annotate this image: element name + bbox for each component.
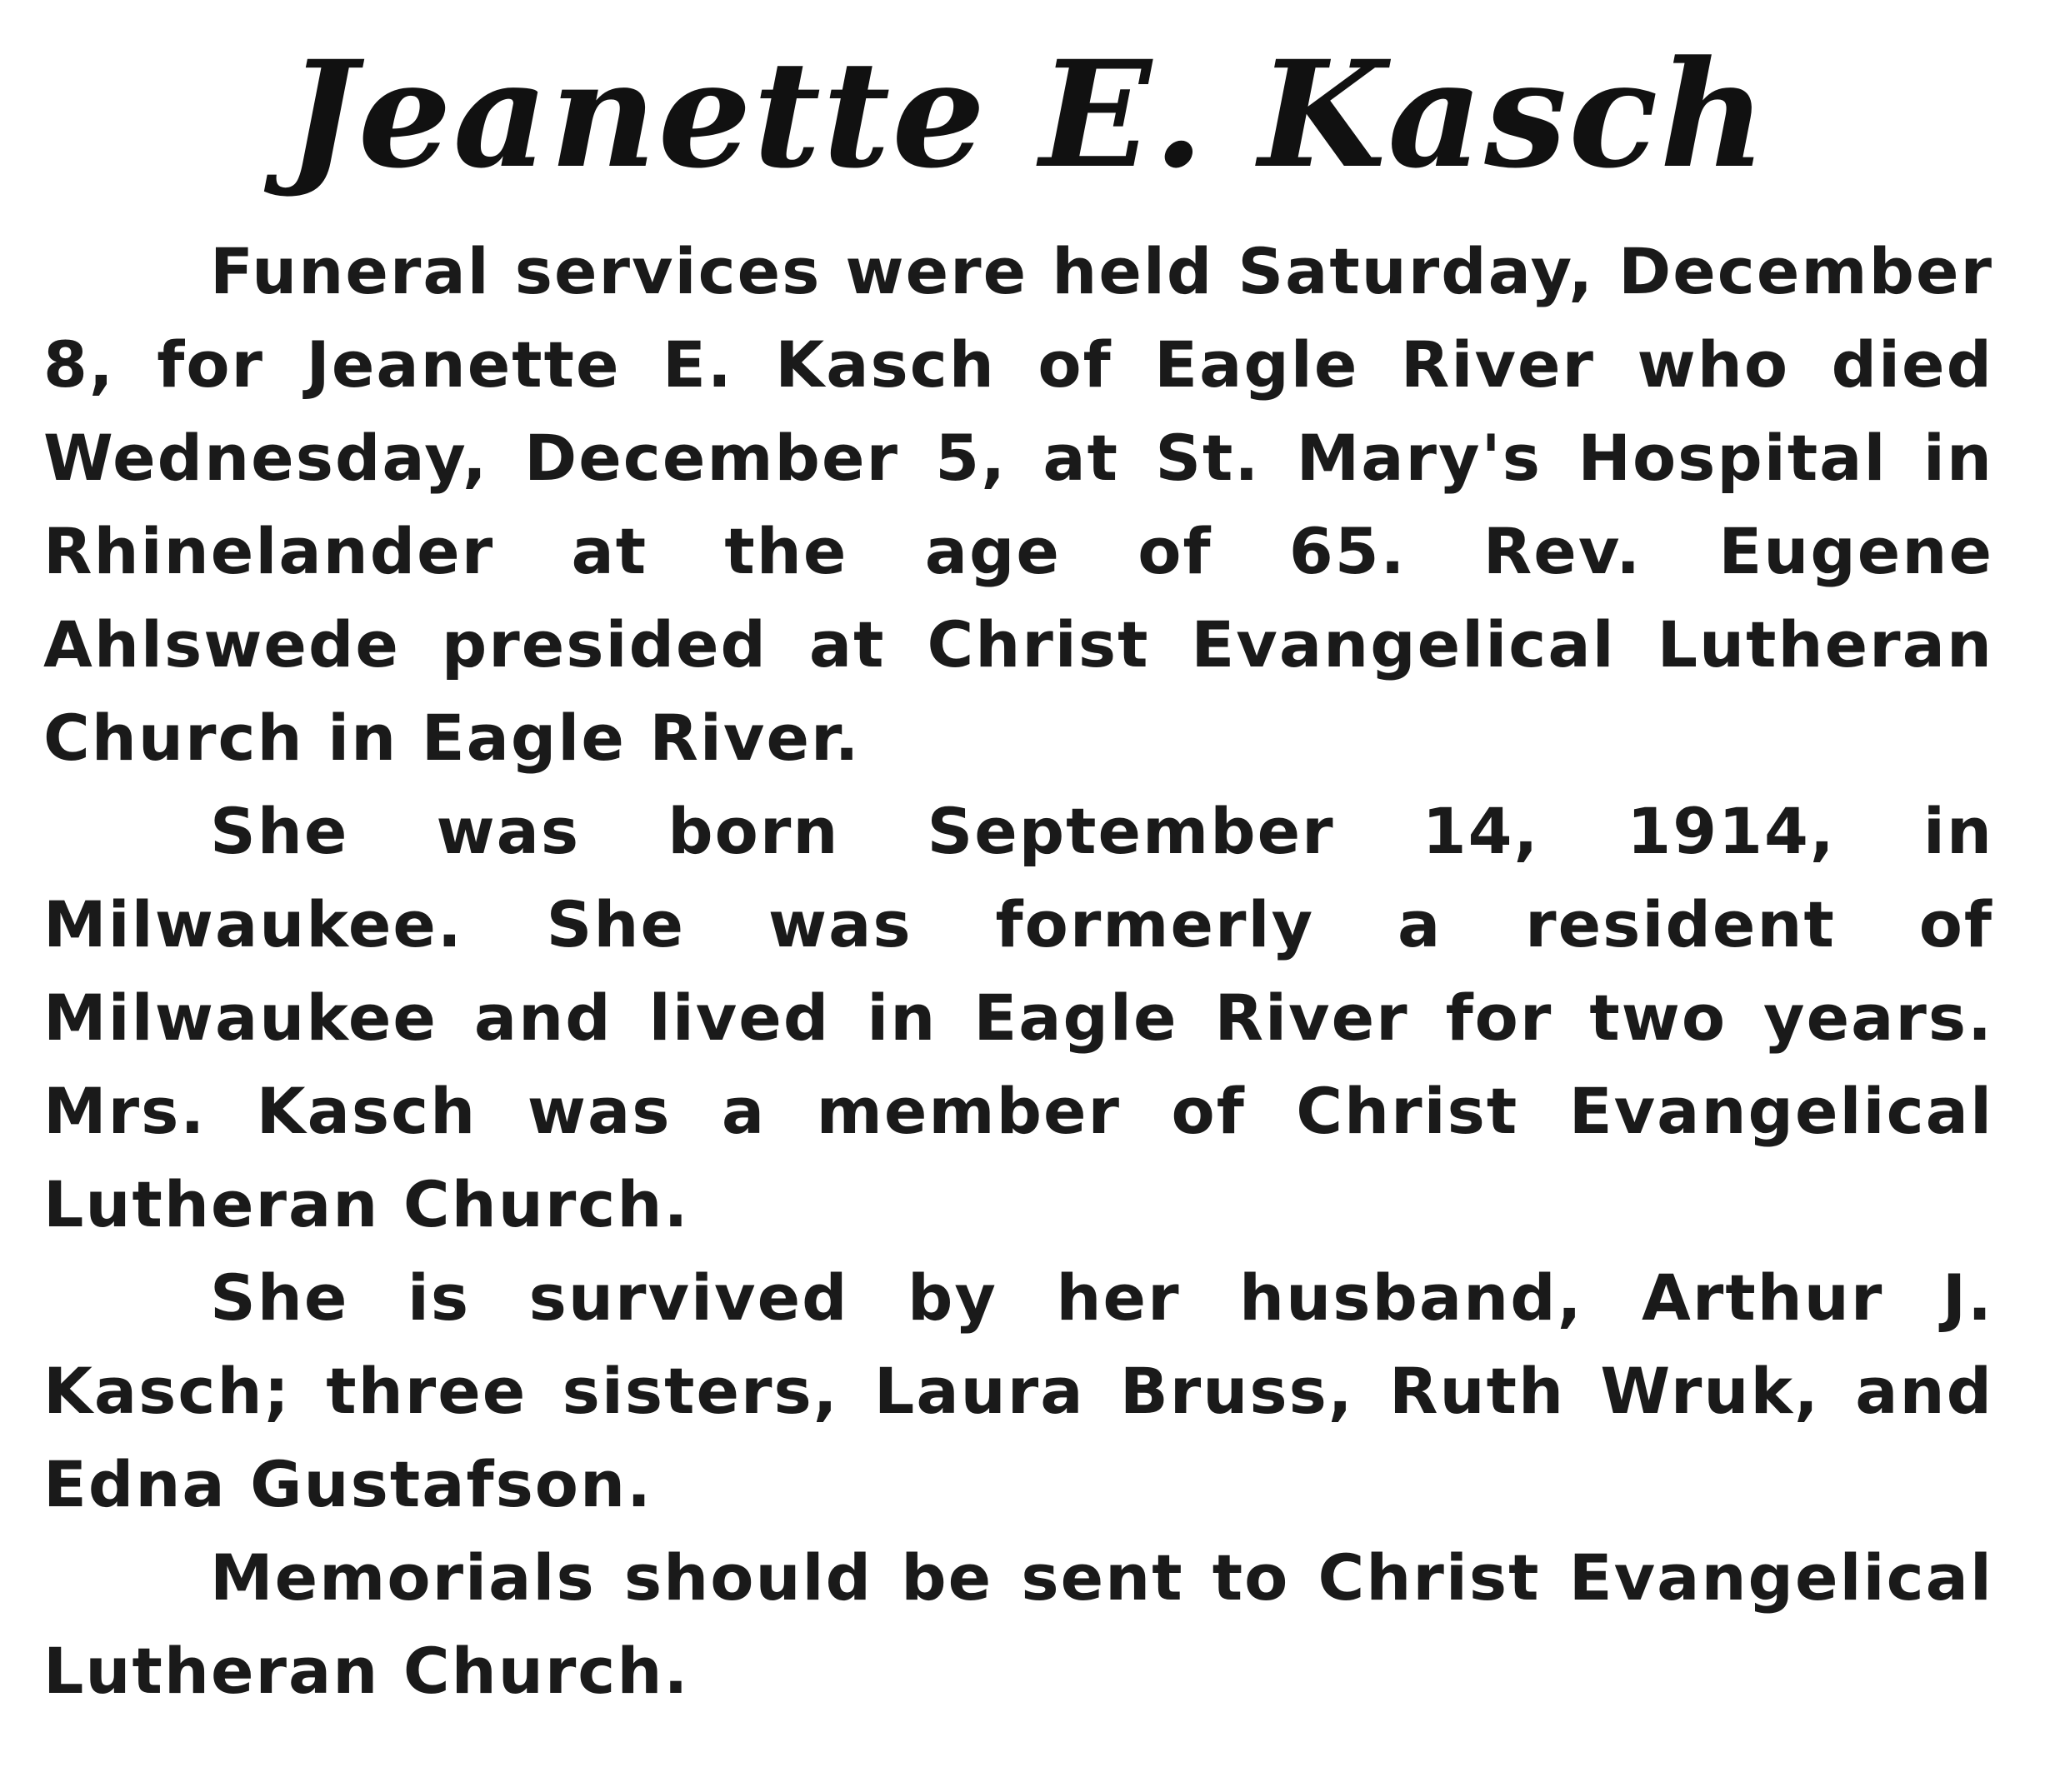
paragraph-funeral-services: Funeral services were held Saturday, December 8, for Jeanette E. Kasch of Eagle River who died Wednesday, December 5, at St. Mary's Hospital in Rhinelander at the age of 65. Rev. Eugene Ahlswede presided at Christ Evangelical Lutheran Church in Eagle River.: [43, 234, 1993, 775]
obituary-headline: Jeanette E. Kasch: [287, 28, 1768, 201]
paragraph-survivors: She is survived by her husband, Arthur J. Kasch; three sisters, Laura Bruss, Ruth Wruk, and Edna Gustafson.: [43, 1260, 1993, 1521]
paragraph-birth-residence: She was born September 14, 1914, in Milwaukee. She was formerly a resident of Milwaukee and lived in Eagle River for two years. Mrs. Kasch was a member of Christ Evangelical Lutheran Church.: [43, 794, 1993, 1241]
obituary-body: [43, 225, 1993, 1718]
paragraph-memorials: Memorials should be sent to Christ Evangelical Lutheran Church.: [43, 1540, 1993, 1708]
